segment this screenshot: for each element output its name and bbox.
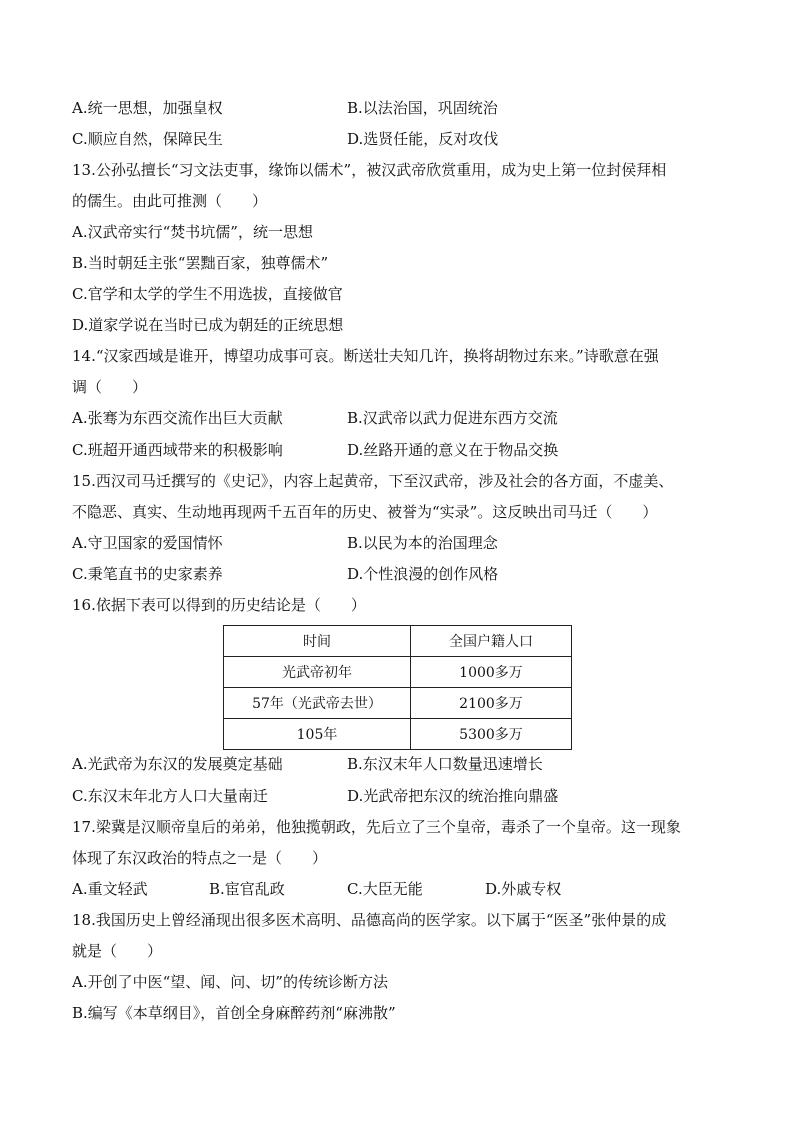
table-cell: 105年 — [224, 719, 411, 750]
q13-option-c: C.官学和太学的学生不用选拔，直接做官 — [72, 285, 343, 303]
q17-stem-line1: 17.梁冀是汉顺帝皇后的弟弟，他独揽朝政，先后立了三个皇帝，毒杀了一个皇帝。这一现象 — [72, 818, 681, 836]
table-row — [224, 688, 572, 719]
q17-stem-line2: 体现了东汉政治的特点之一是（ ） — [72, 849, 328, 867]
q15-option-a: A.守卫国家的爱国情怀 — [72, 534, 223, 552]
table-header-row — [224, 626, 572, 657]
q14-stem-line1: 14.“汉家西域是谁开，博望功成事可哀。断送壮夫知几许，换将胡物过东来。”诗歌意在强 — [72, 347, 659, 365]
q13-option-b: B.当时朝廷主张“罢黜百家，独尊儒术” — [72, 254, 329, 272]
q14-option-c: C.班超开通西域带来的积极影响 — [72, 441, 283, 459]
table-cell: 5300多万 — [411, 719, 572, 750]
q13-option-d: D.道家学说在当时已成为朝廷的正统思想 — [72, 316, 344, 334]
q17-option-b: B.宦官乱政 — [209, 880, 285, 898]
q16-option-d: D.光武帝把东汉的统治推向鼎盛 — [347, 787, 559, 805]
q16-option-b: B.东汉末年人口数量迅速增长 — [347, 755, 543, 773]
q15-stem-line2: 不隐恶、真实、生动地再现两千五百年的历史、被誉为“实录”。这反映出司马迁（ ） — [72, 503, 658, 521]
q13-stem-line1: 13.公孙弘擅长“习文法吏事，缘饰以儒术”，被汉武帝欣赏重用，成为史上第一位封侯拜相 — [72, 161, 667, 179]
q14-option-b: B.汉武帝以武力促进东西方交流 — [347, 409, 558, 427]
population-table — [223, 625, 572, 750]
q12-option-b: B.以法治国，巩固统治 — [347, 99, 498, 117]
table-header-cell: 时间 — [224, 626, 411, 657]
q12-option-d: D.选贤任能，反对攻伐 — [347, 130, 499, 148]
table-row — [224, 719, 572, 750]
table-cell: 光武帝初年 — [224, 657, 411, 688]
q12-option-c: C.顺应自然，保障民生 — [72, 130, 223, 148]
q18-stem-line1: 18.我国历史上曾经涌现出很多医术高明、品德高尚的医学家。以下属于“医圣”张仲景的成 — [72, 911, 667, 929]
q15-option-b: B.以民为本的治国理念 — [347, 534, 498, 552]
q16-stem: 16.依据下表可以得到的历史结论是（ ） — [72, 596, 366, 614]
q18-option-b: B.编写《本草纲目》，首创全身麻醉药剂“麻沸散” — [72, 1004, 396, 1022]
q15-option-c: C.秉笔直书的史家素养 — [72, 565, 223, 583]
q18-option-a: A.开创了中医“望、闻、问、切”的传统诊断方法 — [72, 973, 388, 991]
q14-option-d: D.丝路开通的意义在于物品交换 — [347, 441, 559, 459]
table-header-cell: 全国户籍人口 — [411, 626, 572, 657]
table-cell: 1000多万 — [411, 657, 572, 688]
table-cell: 57年（光武帝去世） — [224, 688, 411, 719]
q16-option-c: C.东汉末年北方人口大量南迁 — [72, 787, 268, 805]
q13-stem-line2: 的儒生。由此可推测（ ） — [72, 192, 268, 210]
q17-option-a: A.重文轻武 — [72, 880, 148, 898]
q12-option-a: A.统一思想，加强皇权 — [72, 99, 223, 117]
q17-option-c: C.大臣无能 — [347, 880, 423, 898]
table-cell: 2100多万 — [411, 688, 572, 719]
table-row — [224, 657, 572, 688]
q13-option-a: A.汉武帝实行“焚书坑儒”，统一思想 — [72, 223, 313, 241]
q14-option-a: A.张骞为东西交流作出巨大贡献 — [72, 409, 283, 427]
q17-option-d: D.外戚专权 — [485, 880, 562, 898]
q16-option-a: A.光武帝为东汉的发展奠定基础 — [72, 755, 283, 773]
q18-stem-line2: 就是（ ） — [72, 942, 163, 960]
q15-option-d: D.个性浪漫的创作风格 — [347, 565, 499, 583]
q14-stem-line2: 调（ ） — [72, 378, 148, 396]
q15-stem-line1: 15.西汉司马迁撰写的《史记》，内容上起黄帝，下至汉武帝，涉及社会的各方面，不虚美、 — [72, 472, 674, 490]
